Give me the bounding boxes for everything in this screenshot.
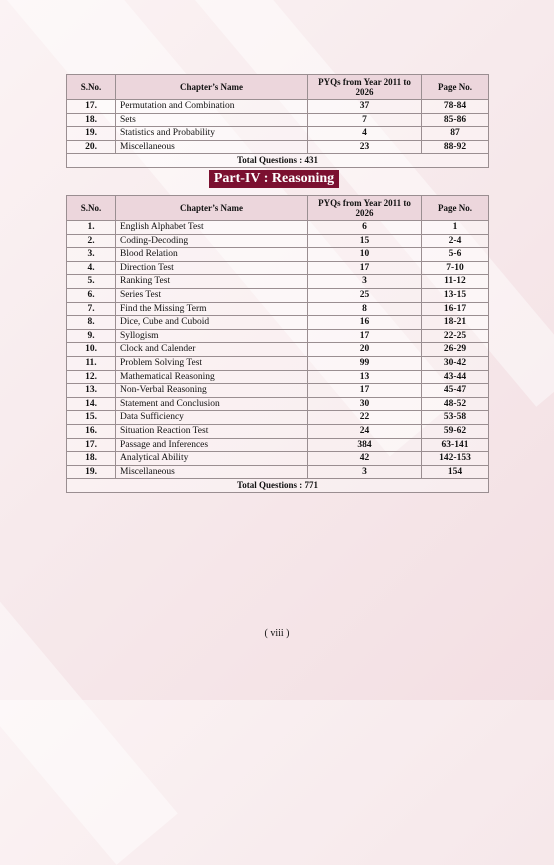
row-page-no: 85-86 bbox=[422, 113, 489, 127]
row-page-no: 13-15 bbox=[422, 288, 489, 302]
row-page-no: 22-25 bbox=[422, 329, 489, 343]
row-page-no: 2-4 bbox=[422, 234, 489, 248]
row-chapter-name: Statistics and Probability bbox=[116, 127, 308, 141]
row-sno: 6. bbox=[67, 288, 116, 302]
row-chapter-name: Problem Solving Test bbox=[116, 356, 308, 370]
row-pyq-count: 13 bbox=[308, 370, 422, 384]
row-pyq-count: 16 bbox=[308, 316, 422, 330]
row-page-no: 26-29 bbox=[422, 343, 489, 357]
row-sno: 19. bbox=[67, 127, 116, 141]
row-pyq-count: 384 bbox=[308, 438, 422, 452]
row-sno: 18. bbox=[67, 113, 116, 127]
row-pyq-count: 17 bbox=[308, 384, 422, 398]
row-sno: 18. bbox=[67, 452, 116, 466]
row-sno: 3. bbox=[67, 248, 116, 262]
table-row bbox=[67, 275, 489, 289]
row-pyq-count: 23 bbox=[308, 140, 422, 154]
row-sno: 20. bbox=[67, 140, 116, 154]
table-row bbox=[67, 100, 489, 114]
total-questions: Total Questions : 431 bbox=[67, 154, 489, 168]
row-pyq-count: 3 bbox=[308, 465, 422, 479]
row-chapter-name: Miscellaneous bbox=[116, 140, 308, 154]
table-row bbox=[67, 234, 489, 248]
row-sno: 5. bbox=[67, 275, 116, 289]
row-page-no: 78-84 bbox=[422, 100, 489, 114]
table-row bbox=[67, 343, 489, 357]
table-row bbox=[67, 127, 489, 141]
table-row bbox=[67, 452, 489, 466]
header-sno: S.No. bbox=[67, 75, 116, 100]
row-chapter-name: Statement and Conclusion bbox=[116, 397, 308, 411]
chapters-table-part-3 bbox=[66, 74, 489, 168]
row-chapter-name: Ranking Test bbox=[116, 275, 308, 289]
table-row bbox=[67, 316, 489, 330]
row-page-no: 18-21 bbox=[422, 316, 489, 330]
row-chapter-name: Sets bbox=[116, 113, 308, 127]
page-number: ( viii ) bbox=[264, 628, 290, 639]
row-chapter-name: Series Test bbox=[116, 288, 308, 302]
table-row bbox=[67, 370, 489, 384]
row-sno: 4. bbox=[67, 261, 116, 275]
row-pyq-count: 8 bbox=[308, 302, 422, 316]
row-chapter-name: Miscellaneous bbox=[116, 465, 308, 479]
row-pyq-count: 20 bbox=[308, 343, 422, 357]
row-sno: 7. bbox=[67, 302, 116, 316]
row-chapter-name: Find the Missing Term bbox=[116, 302, 308, 316]
row-sno: 16. bbox=[67, 424, 116, 438]
row-pyq-count: 99 bbox=[308, 356, 422, 370]
table-row bbox=[67, 248, 489, 262]
table-header-row bbox=[67, 75, 489, 100]
row-pyq-count: 17 bbox=[308, 261, 422, 275]
header-sno: S.No. bbox=[67, 196, 116, 221]
table-row bbox=[67, 329, 489, 343]
row-sno: 19. bbox=[67, 465, 116, 479]
row-pyq-count: 6 bbox=[308, 221, 422, 235]
total-questions: Total Questions : 771 bbox=[67, 479, 489, 493]
part-heading: Part-IV : Reasoning bbox=[209, 170, 339, 188]
row-page-no: 5-6 bbox=[422, 248, 489, 262]
header-chapter-name: Chapter’s Name bbox=[116, 75, 308, 100]
table-row bbox=[67, 438, 489, 452]
row-page-no: 142-153 bbox=[422, 452, 489, 466]
row-page-no: 59-62 bbox=[422, 424, 489, 438]
row-chapter-name: Permutation and Combination bbox=[116, 100, 308, 114]
row-page-no: 16-17 bbox=[422, 302, 489, 316]
table-row bbox=[67, 356, 489, 370]
row-page-no: 48-52 bbox=[422, 397, 489, 411]
row-pyq-count: 7 bbox=[308, 113, 422, 127]
header-chapter-name: Chapter’s Name bbox=[116, 196, 308, 221]
row-pyq-count: 10 bbox=[308, 248, 422, 262]
row-chapter-name: Blood Relation bbox=[116, 248, 308, 262]
row-pyq-count: 4 bbox=[308, 127, 422, 141]
row-pyq-count: 25 bbox=[308, 288, 422, 302]
total-row bbox=[67, 154, 489, 168]
row-sno: 12. bbox=[67, 370, 116, 384]
row-chapter-name: English Alphabet Test bbox=[116, 221, 308, 235]
row-sno: 8. bbox=[67, 316, 116, 330]
chapters-table-reasoning bbox=[66, 195, 489, 493]
row-pyq-count: 3 bbox=[308, 275, 422, 289]
row-sno: 11. bbox=[67, 356, 116, 370]
row-sno: 13. bbox=[67, 384, 116, 398]
row-page-no: 87 bbox=[422, 127, 489, 141]
row-sno: 10. bbox=[67, 343, 116, 357]
row-chapter-name: Direction Test bbox=[116, 261, 308, 275]
row-chapter-name: Analytical Ability bbox=[116, 452, 308, 466]
table-row bbox=[67, 465, 489, 479]
table-row bbox=[67, 424, 489, 438]
row-chapter-name: Mathematical Reasoning bbox=[116, 370, 308, 384]
row-page-no: 43-44 bbox=[422, 370, 489, 384]
table-header-row bbox=[67, 196, 489, 221]
row-chapter-name: Data Sufficiency bbox=[116, 411, 308, 425]
row-pyq-count: 37 bbox=[308, 100, 422, 114]
row-page-no: 45-47 bbox=[422, 384, 489, 398]
row-sno: 14. bbox=[67, 397, 116, 411]
row-sno: 15. bbox=[67, 411, 116, 425]
row-sno: 2. bbox=[67, 234, 116, 248]
total-row bbox=[67, 479, 489, 493]
header-page-no: Page No. bbox=[422, 196, 489, 221]
header-pyqs: PYQs from Year 2011 to 2026 bbox=[308, 75, 422, 100]
row-sno: 1. bbox=[67, 221, 116, 235]
row-page-no: 63-141 bbox=[422, 438, 489, 452]
row-pyq-count: 15 bbox=[308, 234, 422, 248]
table-row bbox=[67, 261, 489, 275]
table-row bbox=[67, 384, 489, 398]
table-row bbox=[67, 113, 489, 127]
table-row bbox=[67, 140, 489, 154]
row-page-no: 7-10 bbox=[422, 261, 489, 275]
row-sno: 17. bbox=[67, 438, 116, 452]
row-chapter-name: Situation Reaction Test bbox=[116, 424, 308, 438]
table-row bbox=[67, 411, 489, 425]
row-chapter-name: Non-Verbal Reasoning bbox=[116, 384, 308, 398]
row-pyq-count: 24 bbox=[308, 424, 422, 438]
row-sno: 9. bbox=[67, 329, 116, 343]
table-row bbox=[67, 397, 489, 411]
table-row bbox=[67, 302, 489, 316]
table-row bbox=[67, 221, 489, 235]
row-page-no: 88-92 bbox=[422, 140, 489, 154]
row-pyq-count: 42 bbox=[308, 452, 422, 466]
row-chapter-name: Syllogism bbox=[116, 329, 308, 343]
row-page-no: 1 bbox=[422, 221, 489, 235]
row-chapter-name: Clock and Calender bbox=[116, 343, 308, 357]
row-page-no: 53-58 bbox=[422, 411, 489, 425]
header-page-no: Page No. bbox=[422, 75, 489, 100]
row-chapter-name: Dice, Cube and Cuboid bbox=[116, 316, 308, 330]
row-page-no: 154 bbox=[422, 465, 489, 479]
row-chapter-name: Coding-Decoding bbox=[116, 234, 308, 248]
row-sno: 17. bbox=[67, 100, 116, 114]
row-chapter-name: Passage and Inferences bbox=[116, 438, 308, 452]
row-page-no: 30-42 bbox=[422, 356, 489, 370]
row-pyq-count: 30 bbox=[308, 397, 422, 411]
row-page-no: 11-12 bbox=[422, 275, 489, 289]
table-row bbox=[67, 288, 489, 302]
row-pyq-count: 17 bbox=[308, 329, 422, 343]
header-pyqs: PYQs from Year 2011 to 2026 bbox=[308, 196, 422, 221]
row-pyq-count: 22 bbox=[308, 411, 422, 425]
